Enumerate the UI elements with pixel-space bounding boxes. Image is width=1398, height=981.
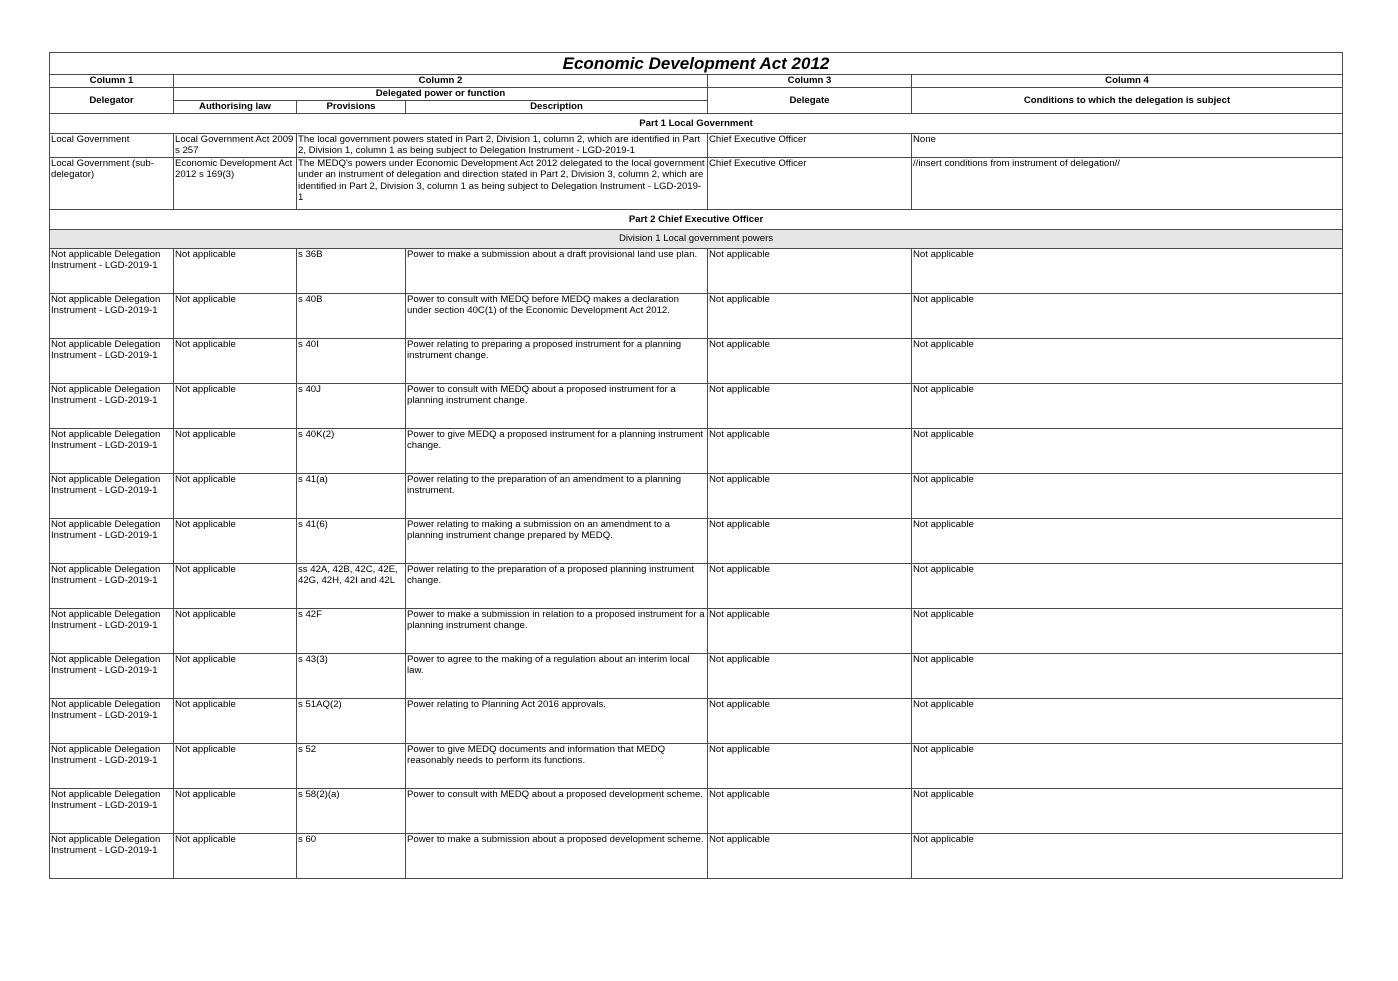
authorising-law-cell: Not applicable: [174, 653, 297, 698]
delegate-cell: Not applicable: [708, 743, 912, 788]
conditions-cell: Not applicable: [912, 473, 1343, 518]
delegator-cell: Not applicable Delegation Instrument - LGD-2019-1: [50, 743, 174, 788]
description-cell: The MEDQ's powers under Economic Development Act 2012 delegated to the local government under an instrument of delegation and direction stated in Part 2, Division 3, column 2, which are identified in Part 2, Division 3, column 1 as being subject to Delegation Instrument - LGD-2019-1: [297, 157, 708, 209]
provision-cell: s 40K(2): [297, 428, 406, 473]
description-cell: Power to make a submission in relation to a proposed instrument for a planning instrument change.: [406, 608, 708, 653]
delegator-cell: Not applicable Delegation Instrument - LGD-2019-1: [50, 473, 174, 518]
conditions-cell: None: [912, 134, 1343, 158]
authorising-law-cell: Not applicable: [174, 833, 297, 878]
description-cell: Power to make a submission about a draft provisional land use plan.: [406, 248, 708, 293]
provision-cell: ss 42A, 42B, 42C, 42E, 42G, 42H, 42I and 42L: [297, 563, 406, 608]
part-2-heading: Part 2 Chief Executive Officer: [50, 209, 1343, 229]
conditions-cell: Not applicable: [912, 833, 1343, 878]
description-cell: Power relating to preparing a proposed instrument for a planning instrument change.: [406, 338, 708, 383]
provision-cell: s 43(3): [297, 653, 406, 698]
delegator-cell: Not applicable Delegation Instrument - LGD-2019-1: [50, 608, 174, 653]
delegated-power-header: Delegated power or function: [174, 88, 708, 101]
description-cell: Power to consult with MEDQ about a proposed instrument for a planning instrument change.: [406, 383, 708, 428]
delegate-cell: Not applicable: [708, 698, 912, 743]
column-2-header: Column 2: [174, 75, 708, 88]
delegator-cell: Not applicable Delegation Instrument - LGD-2019-1: [50, 698, 174, 743]
authorising-law-cell: Not applicable: [174, 608, 297, 653]
conditions-cell: Not applicable: [912, 518, 1343, 563]
delegate-cell: Not applicable: [708, 518, 912, 563]
table-row: [50, 698, 1343, 743]
delegator-cell: Local Government: [50, 134, 174, 158]
delegate-cell: Not applicable: [708, 473, 912, 518]
delegate-cell: Not applicable: [708, 608, 912, 653]
provision-cell: s 52: [297, 743, 406, 788]
table-row: [50, 338, 1343, 383]
authorising-law-cell: Not applicable: [174, 248, 297, 293]
delegator-cell: Not applicable Delegation Instrument - LGD-2019-1: [50, 518, 174, 563]
conditions-cell: Not applicable: [912, 293, 1343, 338]
authorising-law-cell: Not applicable: [174, 383, 297, 428]
description-cell: Power relating to the preparation of a proposed planning instrument change.: [406, 563, 708, 608]
table-row: [50, 383, 1343, 428]
authorising-law-cell: Not applicable: [174, 428, 297, 473]
provision-cell: s 40I: [297, 338, 406, 383]
provision-cell: s 58(2)(a): [297, 788, 406, 833]
delegate-cell: Not applicable: [708, 338, 912, 383]
delegate-cell: Not applicable: [708, 293, 912, 338]
description-cell: Power to give MEDQ documents and information that MEDQ reasonably needs to perform its functions.: [406, 743, 708, 788]
authorising-law-cell: Not applicable: [174, 338, 297, 383]
conditions-cell: Not applicable: [912, 608, 1343, 653]
description-cell: Power relating to the preparation of an amendment to a planning instrument.: [406, 473, 708, 518]
description-cell: Power to consult with MEDQ about a proposed development scheme.: [406, 788, 708, 833]
column-1-header: Column 1: [50, 75, 174, 88]
description-cell: Power to agree to the making of a regulation about an interim local law.: [406, 653, 708, 698]
conditions-cell: Not applicable: [912, 743, 1343, 788]
description-cell: Power to give MEDQ a proposed instrument for a planning instrument change.: [406, 428, 708, 473]
table-row: [50, 608, 1343, 653]
conditions-cell: Not applicable: [912, 338, 1343, 383]
provision-cell: s 36B: [297, 248, 406, 293]
description-cell: Power to consult with MEDQ before MEDQ makes a declaration under section 40C(1) of the Economic Development Act 2012.: [406, 293, 708, 338]
conditions-cell: Not applicable: [912, 248, 1343, 293]
document-title: Economic Development Act 2012: [50, 53, 1343, 75]
conditions-header: Conditions to which the delegation is subject: [912, 88, 1343, 114]
description-cell: Power to make a submission about a proposed development scheme.: [406, 833, 708, 878]
provision-cell: s 41(a): [297, 473, 406, 518]
authorising-law-cell: Economic Development Act 2012 s 169(3): [174, 157, 297, 209]
division-1-heading: Division 1 Local government powers: [50, 229, 1343, 248]
conditions-cell: Not applicable: [912, 383, 1343, 428]
provision-cell: s 60: [297, 833, 406, 878]
table-row: [50, 743, 1343, 788]
provisions-header: Provisions: [297, 101, 406, 114]
description-header: Description: [406, 101, 708, 114]
delegation-register-table: [49, 52, 1343, 879]
authorising-law-header: Authorising law: [174, 101, 297, 114]
table-row: [50, 428, 1343, 473]
authorising-law-cell: Not applicable: [174, 788, 297, 833]
delegator-cell: Not applicable Delegation Instrument - LGD-2019-1: [50, 338, 174, 383]
authorising-law-cell: Not applicable: [174, 743, 297, 788]
authorising-law-cell: Not applicable: [174, 518, 297, 563]
description-cell: The local government powers stated in Part 2, Division 1, column 2, which are identified in Part 2, Division 1, column 1 as being subject to Delegation Instrument - LGD-2019-1: [297, 134, 708, 158]
provision-cell: s 40J: [297, 383, 406, 428]
delegator-cell: Not applicable Delegation Instrument - LGD-2019-1: [50, 788, 174, 833]
authorising-law-cell: Not applicable: [174, 698, 297, 743]
part-1-heading: Part 1 Local Government: [50, 114, 1343, 134]
table-row: [50, 293, 1343, 338]
conditions-cell: //insert conditions from instrument of delegation//: [912, 157, 1343, 209]
delegate-cell: Not applicable: [708, 563, 912, 608]
description-cell: Power relating to making a submission on an amendment to a planning instrument change prepared by MEDQ.: [406, 518, 708, 563]
delegator-cell: Not applicable Delegation Instrument - LGD-2019-1: [50, 833, 174, 878]
delegate-cell: Not applicable: [708, 653, 912, 698]
column-4-header: Column 4: [912, 75, 1343, 88]
conditions-cell: Not applicable: [912, 698, 1343, 743]
table-row: [50, 518, 1343, 563]
delegator-cell: Not applicable Delegation Instrument - LGD-2019-1: [50, 653, 174, 698]
delegator-cell: Not applicable Delegation Instrument - LGD-2019-1: [50, 248, 174, 293]
delegator-header: Delegator: [50, 88, 174, 114]
conditions-cell: Not applicable: [912, 788, 1343, 833]
delegate-cell: Chief Executive Officer: [708, 134, 912, 158]
authorising-law-cell: Not applicable: [174, 473, 297, 518]
table-row: [50, 563, 1343, 608]
delegate-cell: Chief Executive Officer: [708, 157, 912, 209]
conditions-cell: Not applicable: [912, 428, 1343, 473]
delegate-cell: Not applicable: [708, 428, 912, 473]
delegate-cell: Not applicable: [708, 383, 912, 428]
provision-cell: s 42F: [297, 608, 406, 653]
conditions-cell: Not applicable: [912, 653, 1343, 698]
table-row: [50, 788, 1343, 833]
delegator-cell: Local Government (sub-delegator): [50, 157, 174, 209]
description-cell: Power relating to Planning Act 2016 approvals.: [406, 698, 708, 743]
delegator-cell: Not applicable Delegation Instrument - LGD-2019-1: [50, 383, 174, 428]
column-3-header: Column 3: [708, 75, 912, 88]
delegator-cell: Not applicable Delegation Instrument - LGD-2019-1: [50, 563, 174, 608]
provision-cell: s 40B: [297, 293, 406, 338]
provision-cell: s 41(6): [297, 518, 406, 563]
provision-cell: s 51AQ(2): [297, 698, 406, 743]
table-row: [50, 653, 1343, 698]
conditions-cell: Not applicable: [912, 563, 1343, 608]
delegate-cell: Not applicable: [708, 833, 912, 878]
authorising-law-cell: Not applicable: [174, 293, 297, 338]
delegator-cell: Not applicable Delegation Instrument - LGD-2019-1: [50, 293, 174, 338]
authorising-law-cell: Local Government Act 2009 s 257: [174, 134, 297, 158]
table-row: [50, 833, 1343, 878]
delegate-cell: Not applicable: [708, 248, 912, 293]
table-row: [50, 473, 1343, 518]
delegate-cell: Not applicable: [708, 788, 912, 833]
table-row: [50, 157, 1343, 209]
table-row: [50, 134, 1343, 158]
delegate-header: Delegate: [708, 88, 912, 114]
table-row: [50, 248, 1343, 293]
delegator-cell: Not applicable Delegation Instrument - LGD-2019-1: [50, 428, 174, 473]
authorising-law-cell: Not applicable: [174, 563, 297, 608]
